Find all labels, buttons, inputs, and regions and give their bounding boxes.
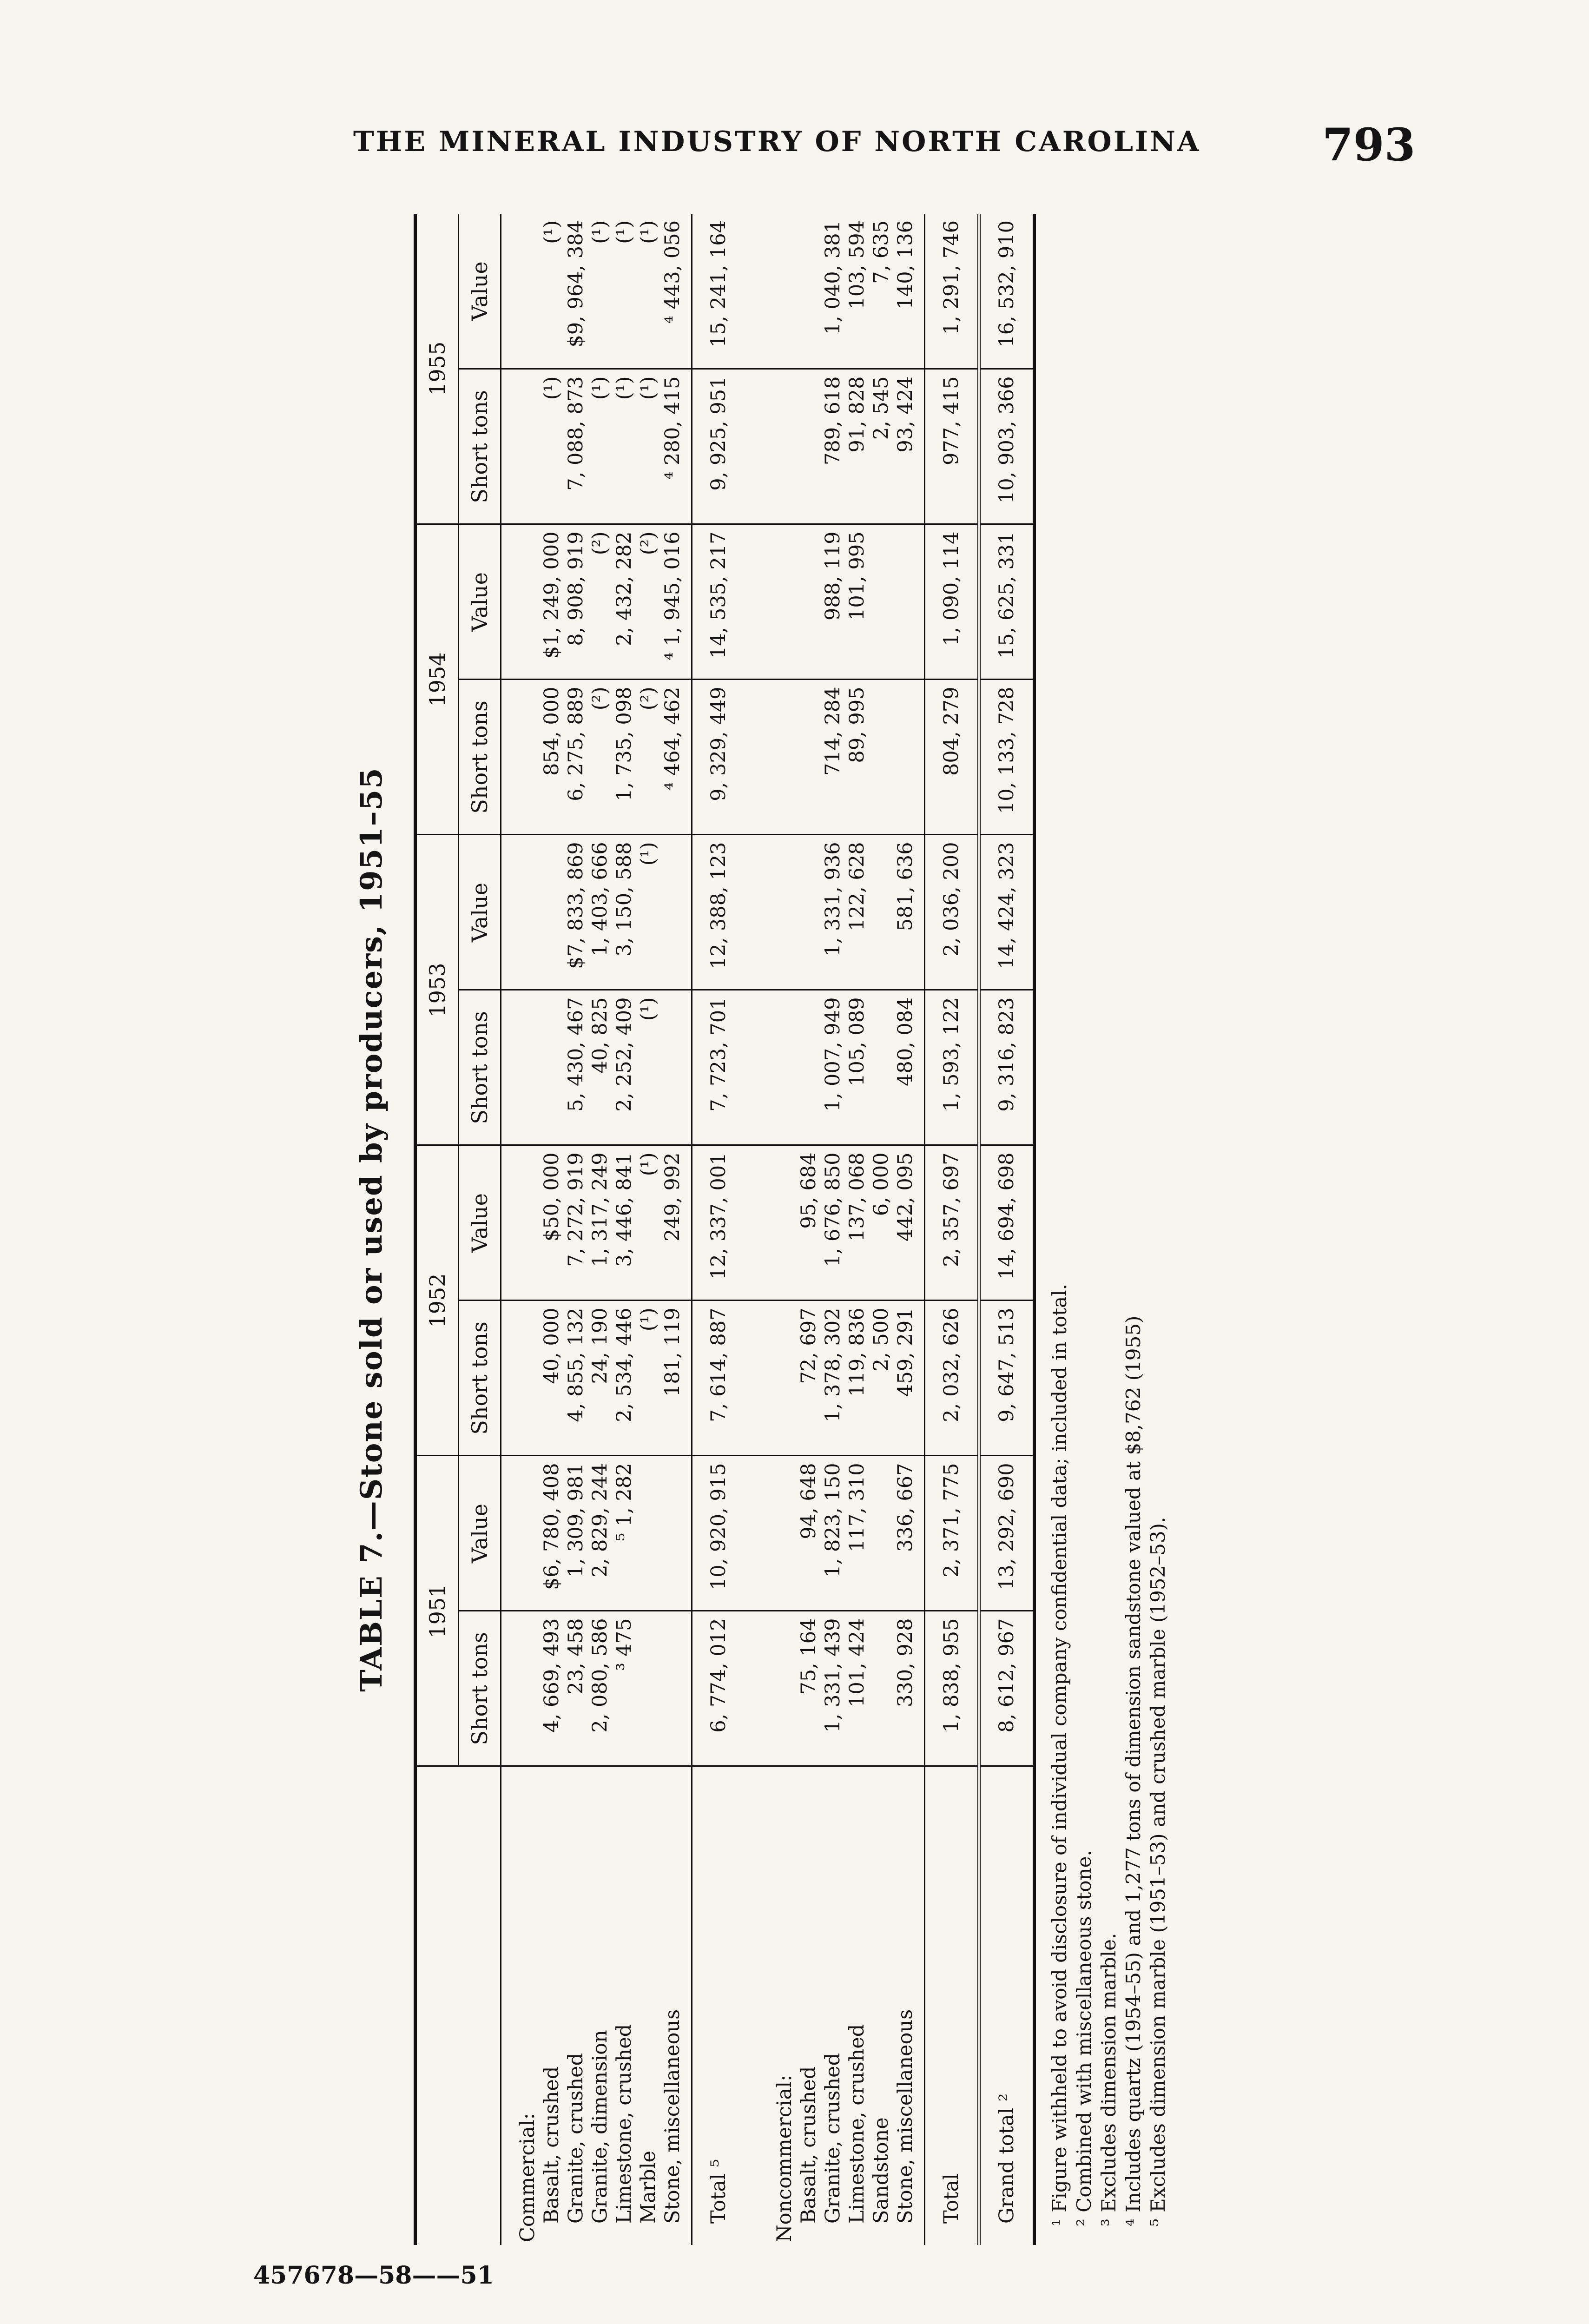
subheader-short-tons: Short tons [459,990,501,1145]
noncommercial-1952-tons: 72, 697 1, 378, 302 119, 836 2, 500 459, 291 [745,1301,925,1456]
footnote-5: ⁵ Excludes dimension marble (1951–53) and crushed marble (1952–53). [1147,1517,1169,2226]
commercial-1953-tons: 5, 430, 467 40, 825 2, 252, 409 (¹) [501,990,692,1145]
commercial-total-1954-value: 14, 535, 217 [692,524,745,680]
commercial-total-1954-tons: 9, 329, 449 [692,680,745,835]
commercial-1952-value: $50, 000 7, 272, 919 1, 317, 249 3, 446, 841 (¹) 249, 992 [501,1145,692,1301]
page-number: 793 [1322,119,1416,171]
footnote-4: ⁴ Includes quartz (1954–55) and 1,277 tons of dimension sandstone valued at $8,762 (1955) [1122,1315,1145,2226]
grand-total-1953-value: 14, 424, 323 [979,835,1033,990]
noncommercial-heading: Noncommercial: [773,2074,796,2242]
commercial-item-labels: Basalt, crushed Granite, crushed Granite, dimension Limestone, crushed Marble Stone, miscellaneous [540,2009,684,2224]
commercial-1951-value: $6, 780, 408 1, 309, 981 2, 829, 244 ⁵ 1, 282 [501,1456,692,1611]
commercial-1954-value: $1, 249, 000 8, 908, 919 (²) 2, 432, 282 (²) ⁴ 1, 945, 016 [501,524,692,680]
noncommercial-total-1952-tons: 2, 032, 626 [925,1301,979,1456]
noncommercial-total-1954-value: 1, 090, 114 [925,524,979,680]
noncommercial-total-1953-value: 2, 036, 200 [925,835,979,990]
grand-total-1952-tons: 9, 647, 513 [979,1301,1033,1456]
noncommercial-1953-tons: 1, 007, 949 105, 089 480, 084 [745,990,925,1145]
grand-total-1955-value: 16, 532, 910 [979,214,1033,369]
subheader-value: Value [459,214,501,369]
rotated-table-block [330,214,1169,2245]
subheader-value: Value [459,1456,501,1611]
commercial-rows [501,214,692,2245]
noncommercial-1954-value: 988, 119 101, 995 [745,524,925,680]
grand-total-1954-value: 15, 625, 331 [979,524,1033,680]
table-frame [414,214,1036,2245]
grand-total-1954-tons: 10, 133, 728 [979,680,1033,835]
grand-total-row [979,214,1033,2245]
subheader-short-tons: Short tons [459,1611,501,1766]
noncommercial-1954-tons: 714, 284 89, 995 [745,680,925,835]
year-1952: 1952 [417,1145,459,1456]
commercial-total-1955-tons: 9, 925, 951 [692,369,745,524]
year-1954: 1954 [417,524,459,835]
printer-imprint: 457678—58——51 [253,2261,494,2290]
table-title: TABLE 7.—Stone sold or used by producers, 1951–55 [354,767,389,1692]
footnotes [1047,214,1170,2245]
commercial-total-1952-value: 12, 337, 001 [692,1145,745,1301]
commercial-total-1952-tons: 7, 614, 887 [692,1301,745,1456]
noncommercial-1951-tons: 75, 164 1, 331, 439 101, 424 330, 928 [745,1611,925,1766]
noncommercial-1952-value: 95, 684 1, 676, 850 137, 068 6, 000 442, 095 [745,1145,925,1301]
subheader-value: Value [459,835,501,990]
noncommercial-total-row [925,214,979,2245]
grand-total-label: Grand total ² [995,2093,1018,2224]
year-header-row [417,214,459,2245]
noncommercial-total-1953-tons: 1, 593, 122 [925,990,979,1145]
noncommercial-1953-value: 1, 331, 936 122, 628 581, 636 [745,835,925,990]
commercial-1952-tons: 40, 000 4, 855, 132 24, 190 2, 534, 446 (¹) 181, 119 [501,1301,692,1456]
label-header [417,1766,501,2245]
commercial-total-1953-value: 12, 388, 123 [692,835,745,990]
noncommercial-total-1951-tons: 1, 838, 955 [925,1611,979,1766]
commercial-1954-tons: 854, 000 6, 275, 889 (²) 1, 735, 098 (²) ⁴ 464, 462 [501,680,692,835]
year-1953: 1953 [417,835,459,1145]
commercial-labels [501,1766,692,2245]
footnote-1: ¹ Figure withheld to avoid disclosure of individual company confidential data; included in total. [1048,1284,1071,2226]
grand-total-1951-tons: 8, 612, 967 [979,1611,1033,1766]
noncommercial-1951-value: 94, 648 1, 823, 150 117, 310 336, 667 [745,1456,925,1611]
commercial-1953-value: $7, 833, 869 1, 403, 666 3, 150, 588 (¹) [501,835,692,990]
noncommercial-labels [745,1766,925,2245]
stone-table [417,214,1033,2245]
noncommercial-total-1955-value: 1, 291, 746 [925,214,979,369]
noncommercial-rows [745,214,925,2245]
grand-total-1951-value: 13, 292, 690 [979,1456,1033,1611]
subheader-short-tons: Short tons [459,369,501,524]
footnote-3: ³ Excludes dimension marble. [1097,1933,1120,2226]
running-head: THE MINERAL INDUSTRY OF NORTH CAROLINA [353,125,1201,158]
year-1951: 1951 [417,1456,459,1766]
noncommercial-total-label: Total [940,2173,963,2224]
grand-total-1955-tons: 10, 903, 366 [979,369,1033,524]
commercial-total-1953-tons: 7, 723, 701 [692,990,745,1145]
commercial-total-1951-value: 10, 920, 915 [692,1456,745,1611]
commercial-1955-tons: (¹) 7, 088, 873 (¹) (¹) (¹) ⁴ 280, 415 [501,369,692,524]
noncommercial-total-1952-value: 2, 357, 697 [925,1145,979,1301]
footnote-2: ² Combined with miscellaneous stone. [1073,1850,1095,2226]
commercial-heading: Commercial: [516,2113,539,2242]
commercial-total-row [692,214,745,2245]
subheader-short-tons: Short tons [459,680,501,835]
noncommercial-item-labels: Basalt, crushed Granite, crushed Limestone, crushed Sandstone Stone, miscellaneous [797,2009,917,2224]
noncommercial-total-1955-tons: 977, 415 [925,369,979,524]
commercial-total-label: Total ⁵ [707,2159,730,2224]
subheader-short-tons: Short tons [459,1301,501,1456]
noncommercial-1955-value: 1, 040, 381 103, 594 7, 635 140, 136 [745,214,925,369]
commercial-1955-value: (¹) $9, 964, 384 (¹) (¹) (¹) ⁴ 443, 056 [501,214,692,369]
commercial-total-1951-tons: 6, 774, 012 [692,1611,745,1766]
grand-total-1952-value: 14, 694, 698 [979,1145,1033,1301]
subheader-value: Value [459,524,501,680]
year-1955: 1955 [417,214,459,524]
grand-total-1953-tons: 9, 316, 823 [979,990,1033,1145]
commercial-1951-tons: 4, 669, 493 23, 458 2, 080, 586 ³ 475 [501,1611,692,1766]
commercial-total-1955-value: 15, 241, 164 [692,214,745,369]
noncommercial-total-1951-value: 2, 371, 775 [925,1456,979,1611]
subheader-value: Value [459,1145,501,1301]
noncommercial-total-1954-tons: 804, 279 [925,680,979,835]
noncommercial-1955-tons: 789, 618 91, 828 2, 545 93, 424 [745,369,925,524]
